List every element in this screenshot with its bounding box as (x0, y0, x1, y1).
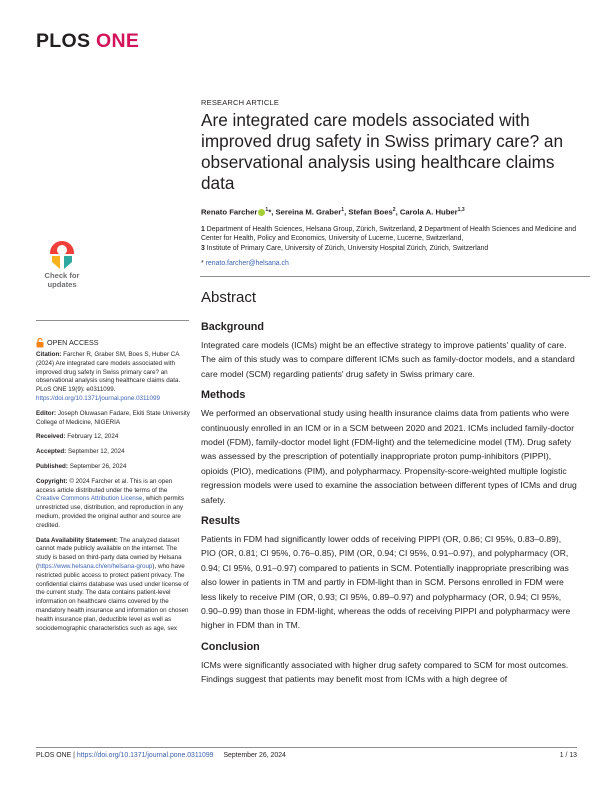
citation-doi-link[interactable]: https://doi.org/10.1371/journal.pone.0311099 (36, 394, 160, 402)
copyright-block (36, 478, 190, 531)
affil-number: 3 (201, 245, 205, 253)
affiliation-1: Department of Health Sciences, Helsana Group, Zürich, Switzerland, (206, 225, 417, 233)
data-availability-label: Data Availability Statement: (36, 536, 118, 544)
footer-doi-link[interactable]: https://doi.org/10.1371/journal.pone.0311099 (76, 752, 214, 759)
footer-divider (36, 747, 577, 748)
author-affil-sup: 1 (341, 207, 345, 213)
author-name[interactable]: Renato Farcher (201, 207, 258, 217)
badge-line1: Check for (44, 271, 80, 280)
footer-journal: PLOS ONE | (36, 752, 75, 759)
email-link[interactable]: renato.farcher@helsana.ch (205, 259, 289, 267)
accepted-block (36, 448, 190, 457)
footer-date: September 26, 2024 (223, 752, 286, 759)
author-name[interactable]: Sereina M. Graber (275, 207, 342, 217)
open-lock-icon (36, 338, 44, 348)
published-block (36, 463, 190, 472)
affil-number: 2 (418, 225, 423, 233)
published-date: September 26, 2024 (69, 462, 127, 470)
published-label: Published: (36, 462, 68, 470)
background-text: Integrated care models (ICMs) might be an effective strategy to improve patients' quality of care. The aim of this study was to compare different ICMs such as family-doctor models, and a standard care model (SCM) regarding patients' drug safety in Swiss primary care. (201, 339, 575, 379)
article-info-sidebar (36, 338, 190, 639)
affiliations (201, 225, 577, 254)
citation-block (36, 351, 190, 404)
corresponding-mark: * (268, 207, 272, 217)
data-availability-pre: The analyzed dataset cannot made publicly available on the internet. The study is based on third-party data owned by Helsana ( (36, 536, 182, 570)
author-name[interactable]: Stefan Boes (348, 207, 393, 217)
open-access-text: OPEN ACCESS (47, 337, 99, 347)
open-access-label (36, 338, 190, 348)
helsana-link[interactable]: https://www.helsana.ch/en/helsana-group (38, 562, 153, 570)
copyright-pre: © 2024 Farcher et al. This is an open access article distributed under the terms of the (36, 477, 173, 494)
journal-logo[interactable] (36, 30, 139, 53)
results-text: Patients in FDM had significantly lower odds of receiving PIPPI (OR, 0.86; CI 95%, 0.83–0.89), PIO (OR, 0.81; CI 95%, 0.76–0.85), PIM (OR, 0.94; CI 95%, 0.91–0.97), and polypharmacy (OR, 0.94; CI 95%, 0.91–0.97) compared to patients in SCM. Potentially inappropriate prescribing was also lower in patients in TM and partly in FDM-light than in SCM. Persons enrolled in FDM were less likely to receive PIM (OR, 0.93; CI 95%, 0.89–0.97) and polypharmacy (OR, 0.94; CI 95%, 0.90–0.99) than those in FDM-light, whereas the odds of receiving PIPPI and polypharmacy were higher in FDM than in TM. (201, 534, 571, 631)
crossmark-icon (49, 240, 75, 270)
data-availability-post: ), who have restricted public access to protect patient privacy. The confidential claims database was used under license of the current study. The data contains patient-level information on healthcare claims covered by the mandatory health insurance and information on chosen health insurance plan, deductible level as well as sociodemographic characteristics such as age, sex (36, 562, 189, 632)
affil-number: 1 (201, 225, 205, 233)
author-affil-sup: 2 (392, 207, 396, 213)
affiliation-3: Institute of Primary Care, University of Zürich, University Hospital Zürich, Zürich, Switzerland (206, 245, 489, 253)
sidebar-divider (36, 320, 189, 321)
methods-text: We performed an observational study using health insurance claims data from patients who were continuously enrolled in an ICM or in a SCM between 2020 and 2021. ICMs included family-doctor model (FDM), family-doctor model light (FDM-light) and the telemedicine model (TM). Drug safety was assessed by the prescription of potentially inappropriate proton pump-inhibitors (PIPPI), opioids (PIO), medications (PIM), and polypharmacy. Propensity-score-weighted multiple logistic regression models were used to examine the association between different types of ICMs and drug safety. (201, 408, 577, 505)
received-date: February 12, 2024 (67, 433, 119, 441)
email-prefix: * (201, 259, 204, 267)
footer-citation (36, 752, 286, 759)
accepted-label: Accepted: (36, 448, 67, 456)
background-heading: Background (201, 320, 264, 333)
methods-heading: Methods (201, 389, 246, 402)
received-block (36, 433, 190, 442)
citation-label: Citation: (36, 351, 62, 358)
affiliation-2: Department of Health Sciences and Medicine and Center for Health, Policy and Economics, University of Lucerne, Lucerne, Switzerland, (201, 225, 577, 243)
article-main (201, 98, 577, 695)
results-heading: Results (201, 515, 241, 528)
editor-block (36, 410, 190, 428)
check-for-updates-badge[interactable] (37, 240, 87, 292)
badge-line2: updates (47, 279, 77, 289)
logo-one: ONE (96, 30, 140, 52)
received-label: Received: (36, 433, 66, 441)
editor-text: Joseph Oluwasan Fadare, Ekiti State University College of Medicine, NIGERIA (36, 409, 190, 426)
accepted-date: September 12, 2024 (67, 448, 125, 456)
abstract-divider (200, 276, 590, 277)
abstract-heading: Abstract (201, 288, 257, 306)
copyright-label: Copyright: (36, 477, 68, 485)
author-name[interactable]: Carola A. Huber (399, 207, 458, 217)
author-affil-sup: 1 (265, 207, 269, 213)
article-title: Are integrated care models associated with improved drug safety in Swiss primary care? an observational analysis using healthcare claims data (201, 110, 564, 193)
citation-text: Farcher R, Graber SM, Boes S, Huber CA (2024) Are integrated care models associated with improved drug safety in Swiss primary care? an observational analysis using healthcare claims data. PLoS ONE 19(9): e0311099. (36, 351, 181, 394)
editor-label: Editor: (36, 409, 57, 417)
conclusion-text: ICMs were significantly associated with higher drug safety compared to SCM for most outcomes. Findings suggest that patients may benefit most from ICMs with a high degree of (201, 659, 569, 685)
author-affil-sup: 1,3 (457, 207, 465, 213)
author-list: Renato Farcher $^1$*, Sereina M. Graber$^1$, Stefan Boes$^2$, Carola A. Huber$^{1,3}$ (201, 207, 465, 217)
logo-plos: PLOS (36, 30, 91, 52)
data-availability-block (36, 537, 190, 634)
copyright-post: , which permits unrestricted use, distribution, and reproduction in any medium, provided the original author and source are credited. (36, 495, 184, 529)
conclusion-heading: Conclusion (201, 640, 260, 653)
article-type: RESEARCH ARTICLE (201, 98, 280, 107)
license-link[interactable]: Creative Commons Attribution License (36, 495, 143, 503)
page-number: 1 / 13 (559, 752, 577, 759)
corresponding-email (201, 260, 577, 267)
